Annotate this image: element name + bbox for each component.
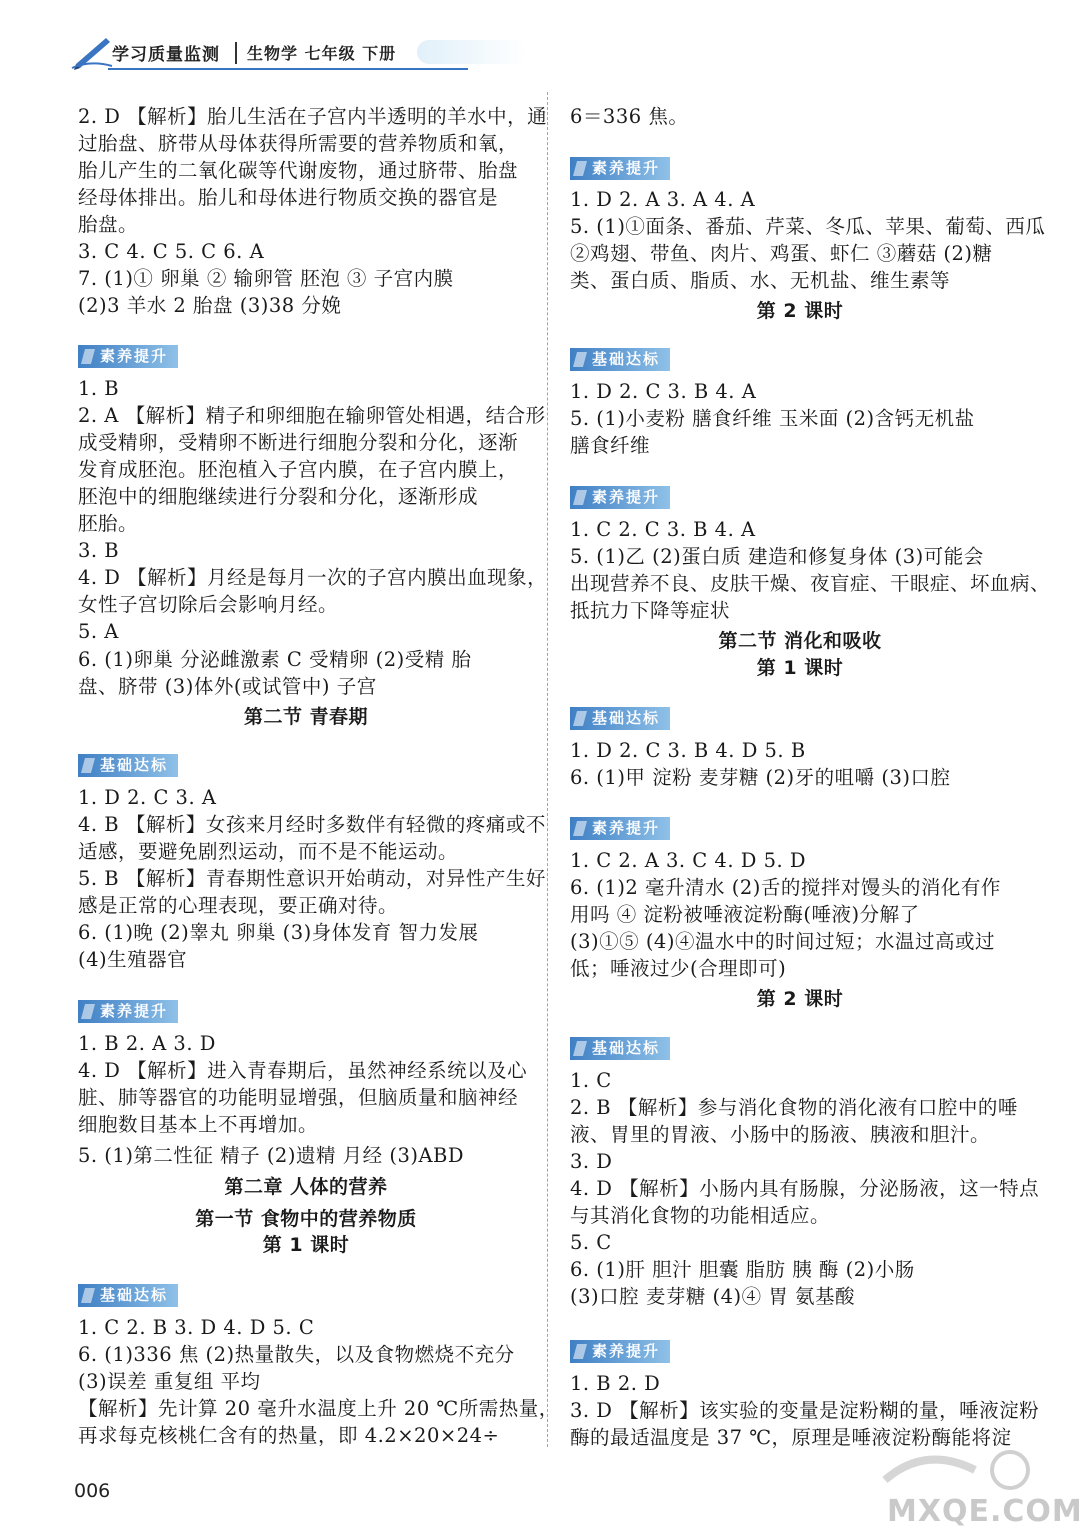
section-tag: 素养提升 — [570, 817, 670, 840]
answer-line: 感是正常的心理表现，要正确对待。 — [78, 894, 399, 917]
section-tag: 素养提升 — [78, 345, 178, 368]
answer-line: (2)3 羊水 2 胎盘 (3)38 分娩 — [78, 294, 342, 317]
answer-line: 胚泡中的细胞继续进行分裂和分化，逐渐形成 — [78, 485, 479, 508]
answer-line: (3)误差 重复组 平均 — [78, 1370, 261, 1393]
answer-line: 5. (1)乙 (2)蛋白质 建造和修复身体 (3)可能会 — [570, 545, 984, 568]
answer-line: 5. B 【解析】青春期性意识开始萌动，对异性产生好 — [78, 867, 546, 890]
page-header — [72, 34, 512, 72]
answer-line: 女性子宫切除后会影响月经。 — [78, 593, 339, 616]
answer-line: (3)①⑤ (4)④温水中的时间过短；水温过高或过 — [570, 930, 995, 953]
answer-line: 1. D 2. C 3. A — [78, 786, 217, 809]
answer-line: 6. (1)336 焦 (2)热量散失，以及食物燃烧不充分 — [78, 1343, 515, 1366]
section-tag: 基础达标 — [78, 754, 178, 777]
header-subject: 生物学 七年级 下册 — [247, 44, 397, 63]
answer-line: 过胎盘、脐带从母体获得所需要的营养物质和氧， — [78, 132, 519, 155]
answer-line: 4. D 【解析】月经是每月一次的子宫内膜出血现象， — [78, 566, 548, 589]
section-heading: 第二章 人体的营养 — [224, 1176, 388, 1198]
answer-line: 用吗 ④ 淀粉被唾液淀粉酶(唾液)分解了 — [570, 903, 920, 926]
answer-line: 胎盘。 — [78, 213, 139, 236]
section-tag: 素养提升 — [78, 1000, 178, 1023]
pen-icon — [72, 34, 116, 70]
answer-line: 6＝336 焦。 — [570, 105, 689, 128]
answer-line: 6. (1)2 毫升清水 (2)舌的搅拌对馒头的消化有作 — [570, 876, 1001, 899]
answer-line: 盘、脐带 (3)体外(或试管中) 子宫 — [78, 675, 377, 698]
answer-line: (4)生殖器官 — [78, 948, 188, 971]
answer-line: 成受精卵，受精卵不断进行细胞分裂和分化，逐渐 — [78, 431, 519, 454]
answer-line: 【解析】先计算 20 毫升水温度上升 20 ℃所需热量， — [78, 1397, 559, 1420]
answer-line: 1. D 2. A 3. A 4. A — [570, 188, 756, 211]
header-separator — [235, 42, 237, 64]
watermark-text: MXQE.COM — [887, 1494, 1083, 1529]
answer-line: 3. C 4. C 5. C 6. A — [78, 240, 265, 263]
section-heading: 第 1 课时 — [756, 657, 844, 679]
answer-line: 适感，要避免剧烈运动，而不是不能运动。 — [78, 840, 459, 863]
section-heading: 第 2 课时 — [756, 988, 844, 1010]
section-tag: 素养提升 — [570, 157, 670, 180]
answer-line: 液、胃里的胃液、小肠中的肠液、胰液和胆汁。 — [570, 1123, 991, 1146]
answer-line: 抵抗力下降等症状 — [570, 599, 731, 622]
answer-line: 1. C 2. C 3. B 4. A — [570, 518, 756, 541]
answer-line: 1. C 2. B 3. D 4. D 5. C — [78, 1316, 315, 1339]
answer-line: 4. D 【解析】进入青春期后，虽然神经系统以及心 — [78, 1059, 528, 1082]
answer-line: 7. (1)① 卵巢 ② 输卵管 胚泡 ③ 子宫内膜 — [78, 267, 454, 290]
answer-line: 类、蛋白质、脂质、水、无机盐、维生素等 — [570, 269, 951, 292]
answer-line: 6. (1)晚 (2)睾丸 卵巢 (3)身体发育 智力发展 — [78, 921, 479, 944]
answer-line: 经母体排出。胎儿和母体进行物质交换的器官是 — [78, 186, 499, 209]
header-decoration — [417, 40, 527, 64]
section-heading: 第二节 消化和吸收 — [718, 630, 882, 652]
answer-line: 4. D 【解析】小肠内具有肠腺，分泌肠液，这一特点 — [570, 1177, 1040, 1200]
answer-line: 出现营养不良、皮肤干燥、夜盲症、干眼症、坏血病、 — [570, 572, 1051, 595]
answer-line: 发育成胚泡。胚泡植入子宫内膜，在子宫内膜上， — [78, 458, 519, 481]
answer-line: (3)口腔 麦芽糖 (4)④ 胃 氨基酸 — [570, 1285, 856, 1308]
answer-line: 1. D 2. C 3. B 4. A — [570, 380, 757, 403]
section-heading: 第一节 食物中的营养物质 — [195, 1208, 417, 1230]
answer-line: 4. B 【解析】女孩来月经时多数伴有轻微的疼痛或不 — [78, 813, 546, 836]
section-heading: 第二节 青春期 — [243, 706, 369, 728]
section-tag: 素养提升 — [570, 486, 670, 509]
answer-line: 6. (1)肝 胆汁 胆囊 脂肪 胰 酶 (2)小肠 — [570, 1258, 915, 1281]
answer-line: 5. (1)①面条、番茄、芹菜、冬瓜、苹果、葡萄、西瓜 — [570, 215, 1046, 238]
page-number: 006 — [74, 1480, 111, 1502]
section-tag: 基础达标 — [570, 707, 670, 730]
answer-line: 6. (1)卵巢 分泌雌激素 C 受精卵 (2)受精 胎 — [78, 648, 472, 671]
answer-line: 6. (1)甲 淀粉 麦芽糖 (2)牙的咀嚼 (3)口腔 — [570, 766, 951, 789]
answer-line: 3. D 【解析】该实验的变量是淀粉糊的量，唾液淀粉 — [570, 1399, 1040, 1422]
answer-line: 再求每克核桃仁含有的热量，即 4.2×20×24÷ — [78, 1424, 500, 1447]
column-divider — [547, 92, 548, 1447]
answer-line: 脏、肺等器官的功能明显增强，但脑质量和脑神经 — [78, 1086, 519, 1109]
answer-line: 2. A 【解析】精子和卵细胞在输卵管处相遇，结合形 — [78, 404, 546, 427]
answer-line: 低；唾液过少(合理即可) — [570, 957, 787, 980]
answer-line: 与其消化食物的功能相适应。 — [570, 1204, 831, 1227]
header-underline — [108, 68, 468, 70]
answer-line: 胚胎。 — [78, 512, 139, 535]
answer-line: 胎儿产生的二氧化碳等代谢废物，通过脐带、胎盘 — [78, 159, 519, 182]
answer-line: 5. (1)小麦粉 膳食纤维 玉米面 (2)含钙无机盐 — [570, 407, 975, 430]
section-heading: 第 2 课时 — [756, 300, 844, 322]
answer-line: 5. C — [570, 1231, 612, 1254]
answer-line: 膳食纤维 — [570, 434, 651, 457]
answer-line: 1. B 2. D — [570, 1372, 661, 1395]
answer-line: 1. D 2. C 3. B 4. D 5. B — [570, 739, 806, 762]
answer-line: 1. C — [570, 1069, 612, 1092]
answer-line: 1. B 2. A 3. D — [78, 1032, 216, 1055]
answer-line: 3. B — [78, 539, 120, 562]
answer-line: 酶的最适温度是 37 ℃，原理是唾液淀粉酶能将淀 — [570, 1426, 1012, 1449]
answer-line: ②鸡翅、带鱼、肉片、鸡蛋、虾仁 ③蘑菇 (2)糖 — [570, 242, 993, 265]
section-tag: 基础达标 — [570, 348, 670, 371]
header-title: 学习质量监测 — [112, 45, 220, 65]
section-tag: 素养提升 — [570, 1340, 670, 1363]
answer-line: 2. B 【解析】参与消化食物的消化液有口腔中的唾 — [570, 1096, 1018, 1119]
answer-line: 1. B — [78, 377, 120, 400]
section-tag: 基础达标 — [78, 1284, 178, 1307]
answer-line: 2. D 【解析】胎儿生活在子宫内半透明的羊水中，通 — [78, 105, 548, 128]
answer-line: 5. A — [78, 620, 119, 643]
section-heading: 第 1 课时 — [262, 1234, 350, 1256]
answer-line: 5. (1)第二性征 精子 (2)遗精 月经 (3)ABD — [78, 1144, 465, 1167]
answer-line: 3. D — [570, 1150, 613, 1173]
section-tag: 基础达标 — [570, 1037, 670, 1060]
answer-line: 1. C 2. A 3. C 4. D 5. D — [570, 849, 807, 872]
answer-line: 细胞数目基本上不再增加。 — [78, 1113, 319, 1136]
